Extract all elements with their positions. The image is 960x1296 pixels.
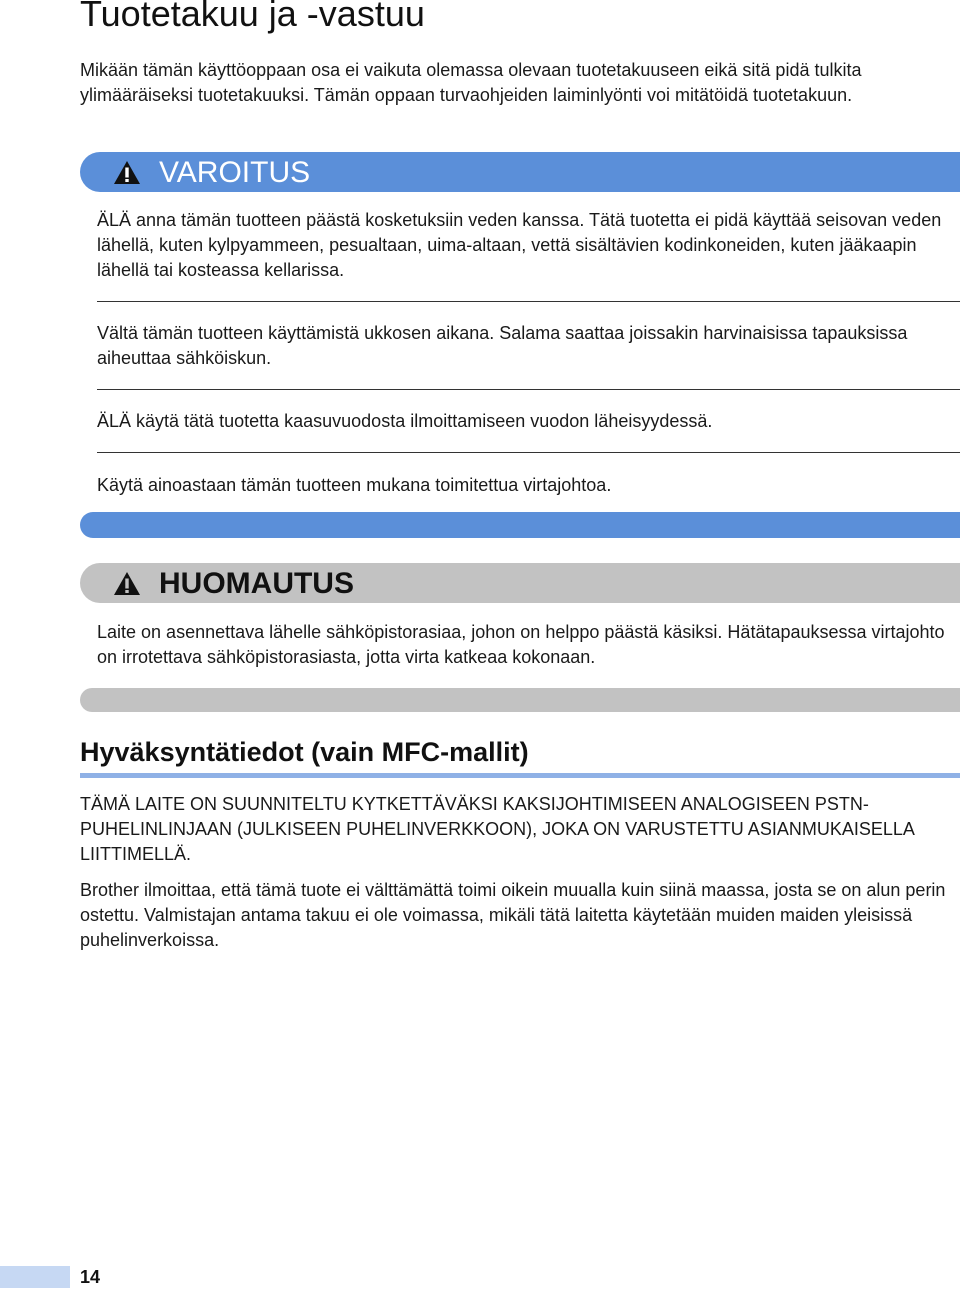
- page-title: Tuotetakuu ja -vastuu: [80, 0, 425, 34]
- approval-paragraph-brother: Brother ilmoittaa, että tämä tuote ei välttämättä toimi oikein muualla kuin siinä maassa, josta se on alun perin ostettu. Valmistajan antama takuu ei ole voimassa, mikäli tätä laitetta käytetään muiden maiden yleisissä puhelinverkoissa.: [80, 880, 946, 950]
- notice-header-bar: [80, 563, 960, 603]
- warning-divider: [97, 301, 960, 302]
- warning-title: VAROITUS: [159, 156, 311, 189]
- warning-item-lightning: Vältä tämän tuotteen käyttämistä ukkosen aikana. Salama saattaa joissakin harvinaisissa tapauksissa aiheuttaa sähköiskun.: [97, 323, 908, 368]
- caution-triangle-icon: [113, 571, 141, 596]
- warning-triangle-icon: [113, 160, 141, 185]
- notice-text: Laite on asennettava lähelle sähköpistorasiaa, johon on helppo päästä käsiksi. Hätätapauksessa virtajohto on irrotettava sähköpistorasiasta, jotta virta katkeaa kokonaan.: [97, 622, 945, 667]
- page-tab-marker: [0, 1266, 70, 1288]
- warning-item-power-cord: Käytä ainoastaan tämän tuotteen mukana toimitettua virtajohtoa.: [97, 475, 612, 495]
- warning-divider: [97, 452, 960, 453]
- warning-divider: [97, 389, 960, 390]
- page-number: 14: [80, 1267, 101, 1287]
- section-heading-underline: [80, 773, 960, 778]
- warning-footer-bar: [80, 512, 960, 538]
- approval-paragraph-uppercase: TÄMÄ LAITE ON SUUNNITELTU KYTKETTÄVÄKSI KAKSIJOHTIMISEEN ANALOGISEEN PSTN-PUHELINLINJAAN (JULKISEEN PUHELINVERKKOON), JOKA ON VARUSTETTU ASIANMUKAISELLA LIITTIMELLÄ.: [80, 794, 914, 864]
- section-heading: Hyväksyntätiedot (vain MFC-mallit): [80, 737, 529, 767]
- intro-paragraph: Mikään tämän käyttöoppaan osa ei vaikuta olemassa olevaan tuotetakuuseen eikä sitä pidä tulkita ylimääräiseksi tuotetakuuksi. Tämän oppaan turvaohjeiden laiminlyönti voi mitätöidä tuotetakuun.: [80, 60, 862, 105]
- notice-footer-bar: [80, 688, 960, 712]
- warning-item-gas-leak: ÄLÄ käytä tätä tuotetta kaasuvuodosta ilmoittamiseen vuodon läheisyydessä.: [97, 411, 713, 431]
- warning-item-water: ÄLÄ anna tämän tuotteen päästä kosketuksiin veden kanssa. Tätä tuotetta ei pidä käyttää seisovan veden lähellä, kuten kylpyammeen, pesualtaan, uima-altaan, vettä sisältävien kodinkoneiden, kuten jääkaapin lähellä tai kosteassa kellarissa.: [97, 210, 942, 280]
- warning-header-bar: [80, 152, 960, 192]
- notice-title: HUOMAUTUS: [159, 567, 354, 600]
